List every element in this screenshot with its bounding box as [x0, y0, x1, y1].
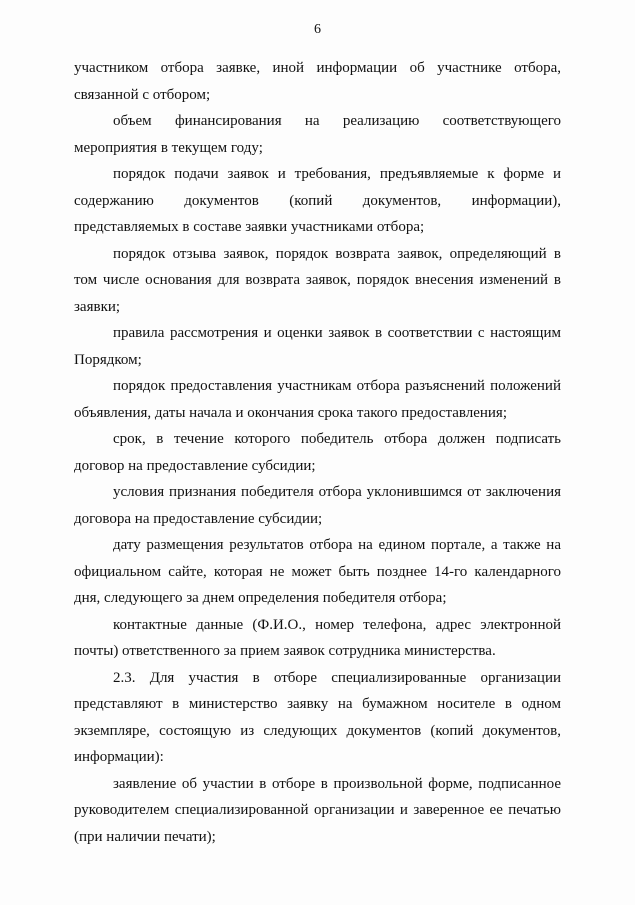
paragraph: заявление об участии в отборе в произвольной форме, подписанное руководителем специализированной организации и заверенное ее печатью (при наличии печати);: [74, 775, 561, 845]
paragraph: 2.3. Для участия в отборе специализированные организации представляют в министерство заявку на бумажном носителе в одном экземпляре, состоящую из следующих документов (копий документов, информации):: [74, 669, 561, 765]
page-number: 6: [314, 22, 321, 37]
paragraph: условия признания победителя отбора уклонившимся от заключения договора на предоставление субсидии;: [74, 484, 561, 527]
paragraph: правила рассмотрения и оценки заявок в соответствии с настоящим Порядком;: [74, 325, 561, 368]
document-body: [74, 55, 561, 850]
paragraph: контактные данные (Ф.И.О., номер телефона, адрес электронной почты) ответственного за прием заявок сотрудника министерства.: [74, 616, 561, 659]
paragraph: порядок подачи заявок и требования, предъявляемые к форме и содержанию документов (копий документов, информации), представляемых в составе заявки участниками отбора;: [74, 166, 561, 235]
paragraph: срок, в течение которого победитель отбора должен подписать договор на предоставление субсидии;: [74, 431, 561, 474]
paragraph: порядок предоставления участникам отбора разъяснений положений объявления, даты начала и окончания срока такого предоставления;: [74, 378, 561, 421]
paragraph: дату размещения результатов отбора на едином портале, а также на официальном сайте, которая не может быть позднее 14-го календарного дня, следующего за днем определения победителя отбора;: [74, 537, 561, 606]
paragraph: объем финансирования на реализацию соответствующего мероприятия в текущем году;: [74, 113, 561, 156]
paragraph: участником отбора заявке, иной информации об участнике отбора, связанной с отбором;: [74, 60, 561, 103]
paragraph: порядок отзыва заявок, порядок возврата заявок, определяющий в том числе основания для возврата заявок, порядок внесения изменений в заявки;: [74, 245, 561, 315]
